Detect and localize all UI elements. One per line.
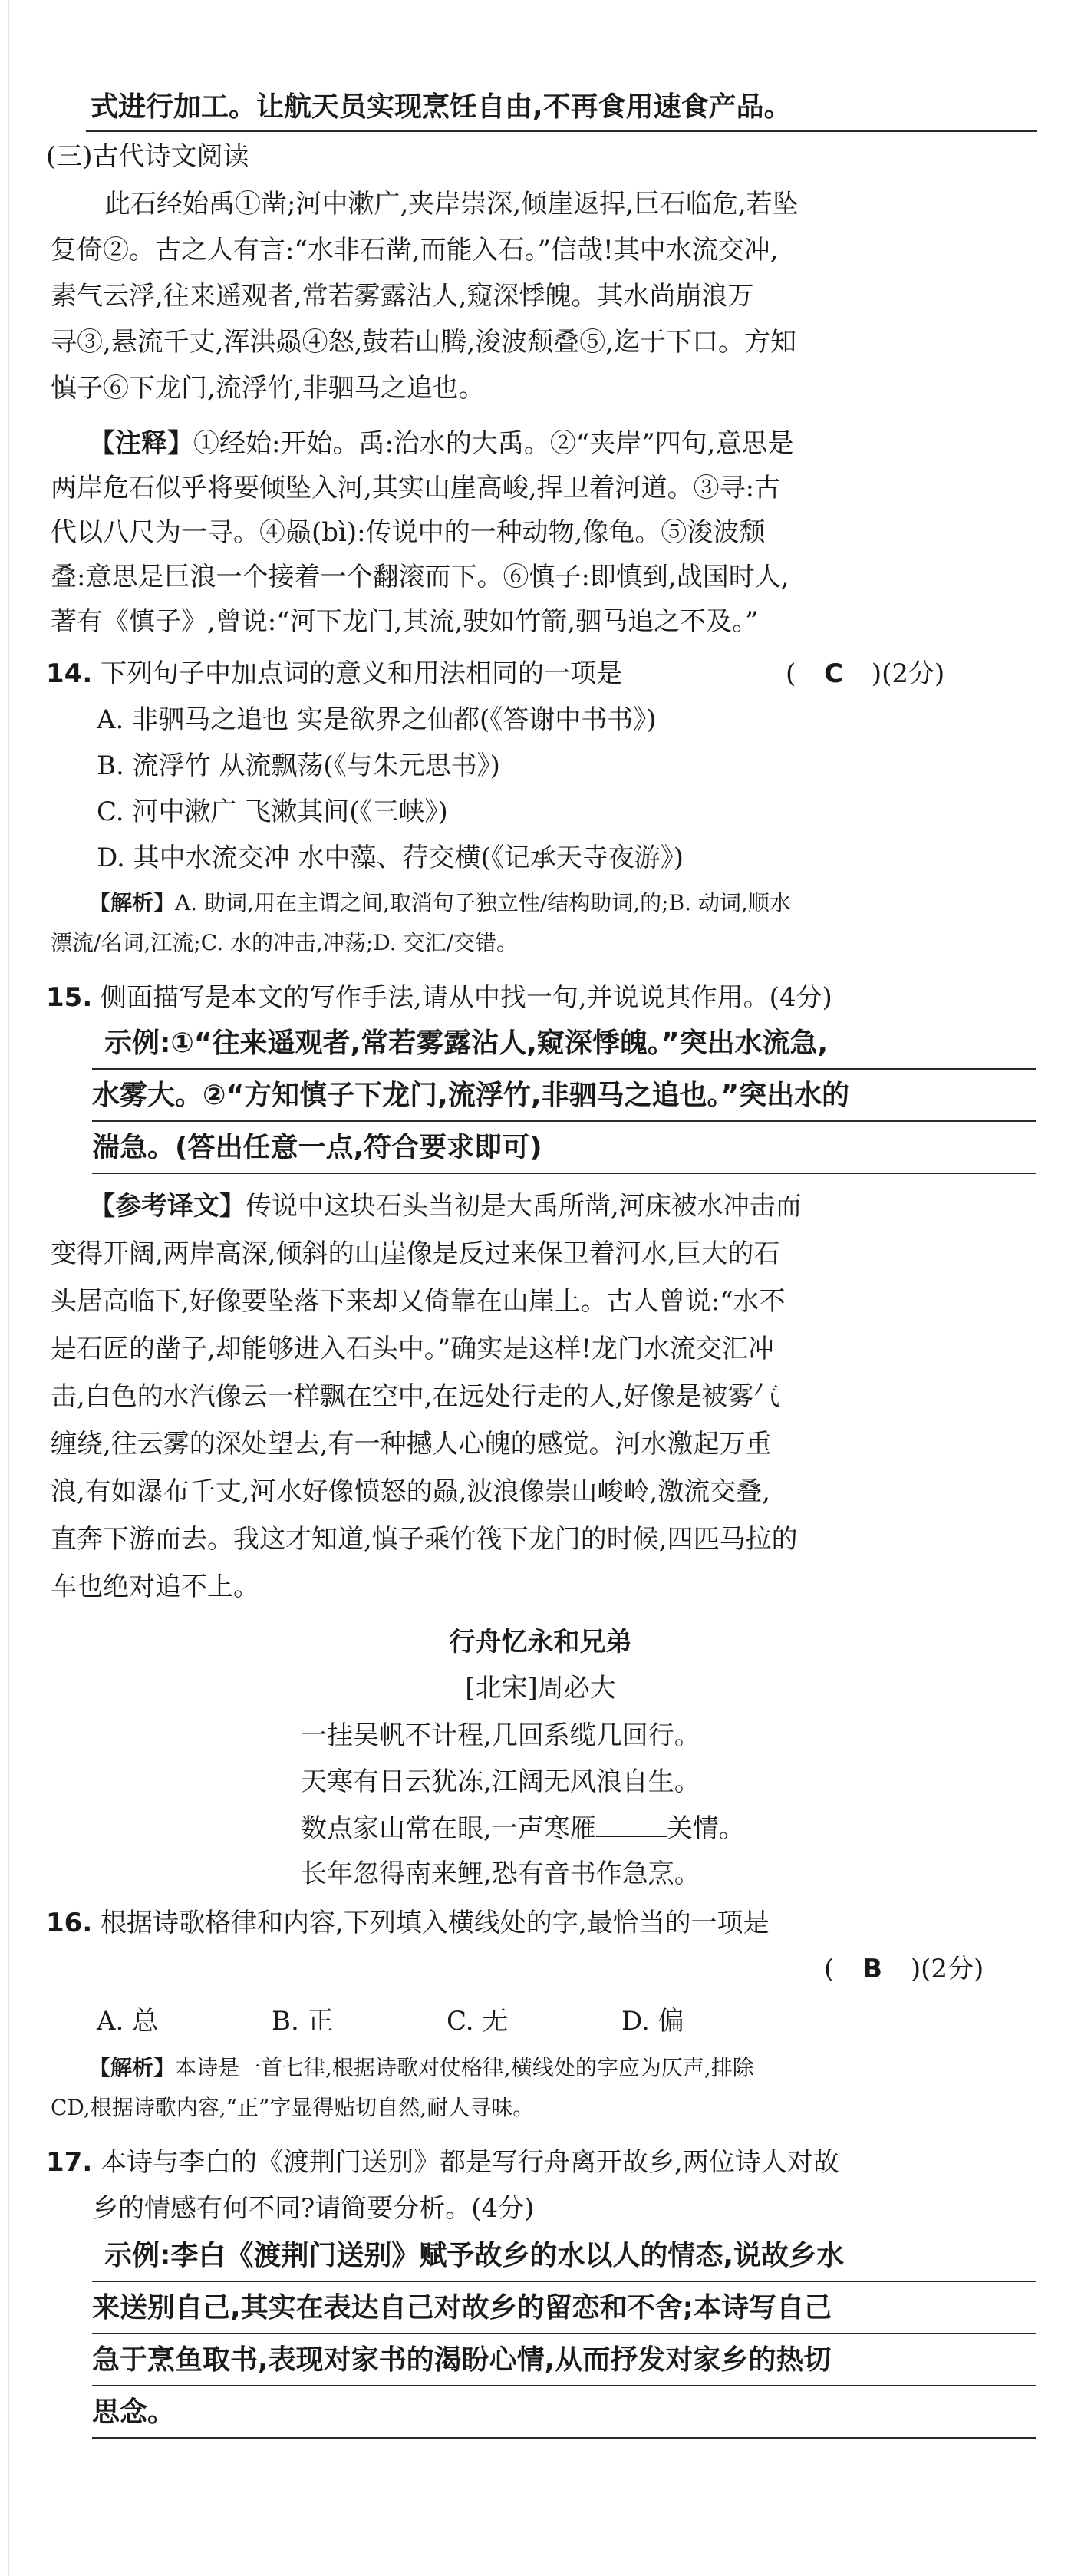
answer-underline <box>92 2385 1036 2386</box>
question-14-answer-paren <box>786 657 944 691</box>
translation-line: 直奔下游而去。我这才知道,慎子乘竹筏下龙门的时候,四匹马拉的 <box>51 1524 798 1555</box>
notes-line: ①经始:开始。禹:治水的大禹。②“夹岸”四句,意思是 <box>193 428 794 459</box>
option-d: D. 偏 <box>621 2006 684 2037</box>
analysis-line: 漂流/名词,江流;C. 水的冲击,冲荡;D. 交汇/交错。 <box>51 930 519 955</box>
paren-close: )(2分) <box>871 658 945 689</box>
answer-line: 来送别自己,其实在表达自己对故乡的留恋和不舍;本诗写自己 <box>92 2292 832 2324</box>
translation-line: 缠绕,往云雾的深处望去,有一种撼人心魄的感觉。河水激起万重 <box>51 1429 772 1460</box>
answer-line: 湍急。(答出任意一点,符合要求即可) <box>92 1132 542 1163</box>
answer-choice: C <box>824 658 844 689</box>
question-14-stem <box>46 657 622 691</box>
question-text: 下列句子中加点词的意义和用法相同的一项是 <box>101 658 623 689</box>
poem-line-after-blank: 关情。 <box>666 1813 745 1844</box>
translation-line: 头居高临下,好像要坠落下来却又倚靠在山崖上。古人曾说:“水不 <box>51 1286 786 1317</box>
notes-line: 著有《慎子》,曾说:“河下龙门,其流,驶如竹箭,驷马追之不及。” <box>51 606 759 637</box>
fill-blank <box>596 1811 667 1837</box>
notes-line: 两岸危石似乎将要倾坠入河,其实山崖高峻,捍卫着河道。③寻:古 <box>51 473 781 503</box>
translation-tag: 【参考译文】 <box>89 1191 246 1222</box>
answer-underline <box>92 2333 1036 2334</box>
notes-line: 代以八尺为一寻。④赑(bì):传说中的一种动物,像龟。⑤浚波颓 <box>51 517 766 548</box>
question-17-stem <box>46 2146 839 2179</box>
question-16-stem <box>46 1906 770 1940</box>
carryover-answer: 式进行加工。让航天员实现烹饪自由,不再食用速食产品。 <box>91 91 792 123</box>
passage-line: 此石经始禹①凿;河中漱广,夹岸崇深,倾崖返捍,巨石临危,若坠 <box>104 189 799 219</box>
poem-line: 天寒有日云犹冻,江阔无风浪自生。 <box>301 1766 700 1797</box>
translation-line: 击,白色的水汽像云一样飘在空中,在远处行走的人,好像是被雾气 <box>51 1381 780 1412</box>
answer-underline <box>92 1068 1036 1070</box>
answer-line: 思念。 <box>92 2396 176 2428</box>
poem-line-with-blank <box>301 1811 745 1845</box>
translation-line: 车也绝对追不上。 <box>51 1572 259 1602</box>
option-b: B. 正 <box>272 2006 334 2037</box>
analysis-line <box>89 2053 754 2083</box>
notes-first-line <box>89 427 793 460</box>
poem-author: [北宋]周必大 <box>465 1673 616 1704</box>
answer-underline <box>92 2437 1036 2439</box>
question-number: 16. <box>46 1908 93 1938</box>
poem-line: 一挂吴帆不计程,几回系缆几回行。 <box>301 1720 700 1751</box>
question-text: 本诗与李白的《渡荆门送别》都是写行舟离开故乡,两位诗人对故 <box>101 2147 839 2178</box>
answer-line: 急于烹鱼取书,表现对家书的渴盼心情,从而抒发对家乡的热切 <box>92 2344 832 2376</box>
option-b: B. 流浮竹 从流飘荡(《与朱元思书》) <box>97 750 500 781</box>
question-number: 14. <box>46 658 93 689</box>
analysis-line <box>89 889 791 918</box>
option-a: A. 非驷马之追也 实是欲界之仙都(《答谢中书书》) <box>97 704 657 735</box>
poem-title: 行舟忆永和兄弟 <box>449 1627 632 1657</box>
answer-line: 水雾大。②“方知慎子下龙门,流浮竹,非驷马之追也。”突出水的 <box>92 1080 850 1111</box>
analysis-tag: 【解析】 <box>89 2055 176 2080</box>
paren-open: ( <box>786 658 796 689</box>
question-15-stem <box>46 981 832 1014</box>
passage-line: 寻③,悬流千丈,浑洪赑④怒,鼓若山腾,浚波颓叠⑤,迄于下口。方知 <box>51 327 797 358</box>
answer-underline <box>92 1120 1036 1122</box>
answer-underline <box>92 1173 1036 1174</box>
analysis-text: 本诗是一首七律,根据诗歌对仗格律,横线处的字应为仄声,排除 <box>175 2055 754 2080</box>
paren-close: )(2分) <box>910 1954 984 1984</box>
paren-open: ( <box>824 1954 835 1984</box>
translation-line: 浪,有如瀑布千丈,河水好像愤怒的赑,波浪像崇山峻岭,激流交叠, <box>51 1476 771 1507</box>
translation-line: 变得开阔,两岸高深,倾斜的山崖像是反过来保卫着河水,巨大的石 <box>51 1239 780 1269</box>
question-text: 侧面描写是本文的写作手法,请从中找一句,并说说其作用。(4分) <box>101 982 832 1013</box>
passage-line: 慎子⑥下龙门,流浮竹,非驷马之追也。 <box>51 373 485 404</box>
translation-text: 传说中这块石头当初是大禹所凿,河床被水冲击而 <box>246 1191 802 1222</box>
analysis-tag: 【解析】 <box>89 890 176 915</box>
analysis-text: A. 助词,用在主谓之间,取消句子独立性/结构助词,的;B. 动词,顺水 <box>175 890 791 915</box>
passage-line: 复倚②。古之人有言:“水非石凿,而能入石。”信哉!其中水流交冲, <box>51 235 779 266</box>
notes-tag: 【注释】 <box>89 428 193 459</box>
translation-first-line <box>89 1189 802 1223</box>
notes-line: 叠:意思是巨浪一个接着一个翻滚而下。⑥慎子:即慎到,战国时人, <box>51 562 789 592</box>
section-title: (三)古代诗文阅读 <box>46 141 249 172</box>
answer-underline <box>86 130 1037 132</box>
page-edge-shadow <box>8 0 9 2576</box>
question-number: 15. <box>46 982 93 1013</box>
option-c: C. 无 <box>447 2006 509 2037</box>
option-a: A. 总 <box>97 2006 159 2037</box>
poem-line-before-blank: 数点家山常在眼,一声寒雁 <box>301 1813 596 1844</box>
answer-line: 示例:①“往来遥观者,常若雾露沾人,窥深悸魄。”突出水流急, <box>104 1027 829 1059</box>
poem-line: 长年忽得南来鲤,恐有音书作急烹。 <box>301 1859 700 1889</box>
analysis-line: CD,根据诗歌内容,“正”字显得贴切自然,耐人寻味。 <box>51 2095 535 2120</box>
question-number: 17. <box>46 2147 93 2178</box>
answer-choice: B <box>862 1954 882 1984</box>
question-text: 根据诗歌格律和内容,下列填入横线处的字,最恰当的一项是 <box>101 1908 770 1938</box>
answer-underline <box>92 2281 1036 2282</box>
question-text: 乡的情感有何不同?请简要分析。(4分) <box>92 2193 535 2224</box>
question-16-answer-paren <box>824 1952 984 1986</box>
translation-line: 是石匠的凿子,却能够进入石头中。”确实是这样!龙门水流交汇冲 <box>51 1334 774 1364</box>
answer-line: 示例:李白《渡荆门送别》赋予故乡的水以人的情态,说故乡水 <box>104 2240 845 2271</box>
option-d: D. 其中水流交冲 水中藻、荇交横(《记承天寺夜游》) <box>97 843 684 873</box>
option-c: C. 河中漱广 飞漱其间(《三峡》) <box>97 797 448 827</box>
passage-line: 素气云浮,往来遥观者,常若雾露沾人,窥深悸魄。其水尚崩浪万 <box>51 281 754 312</box>
